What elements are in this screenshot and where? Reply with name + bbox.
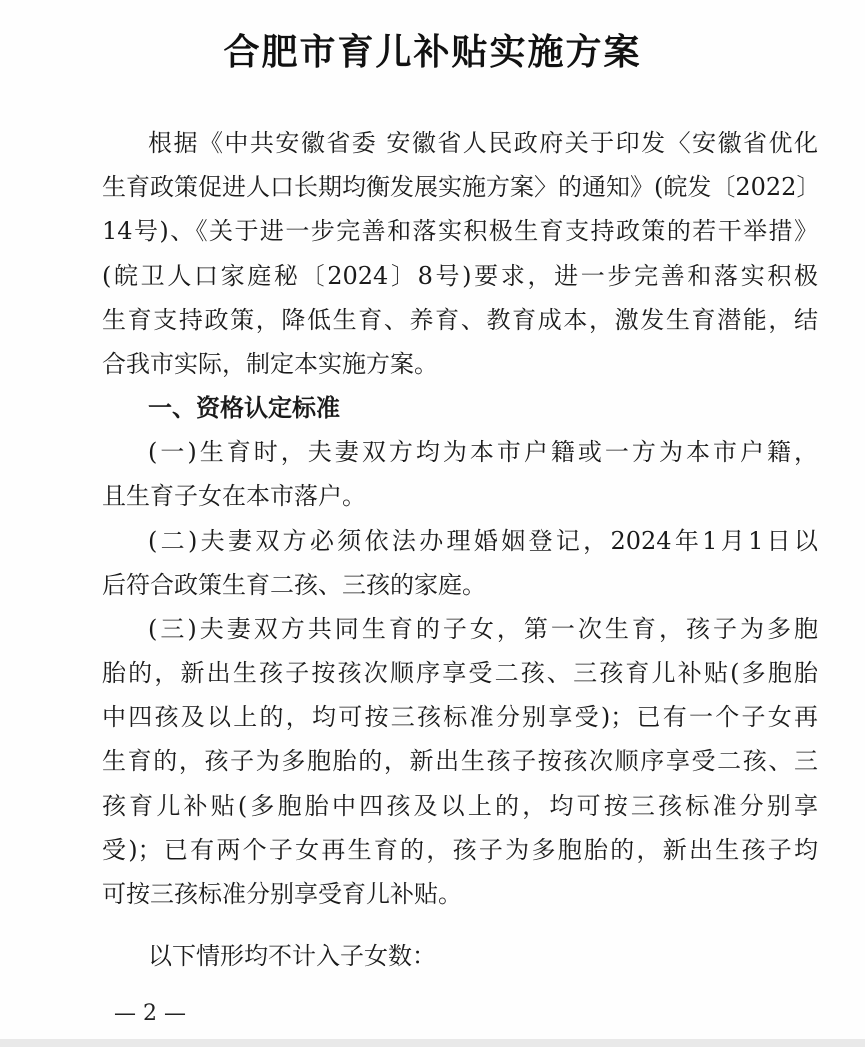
item2-line-1: (二)夫妻双方必须依法办理婚姻登记，2024年1月1日以 — [148, 527, 818, 555]
page-number: — 2 — — [114, 1001, 186, 1026]
item3-line-7: 可按三孩标准分别享受育儿补贴。 — [102, 880, 462, 908]
item1-line-1: (一)生育时，夫妻双方均为本市户籍或一方为本市户籍， — [148, 438, 818, 466]
intro-line-6: 合我市实际，制定本实施方案。 — [102, 350, 438, 378]
intro-line-2: 生育政策促进人口长期均衡发展实施方案〉的通知》(皖发〔2022〕 — [102, 173, 821, 201]
item3-line-5: 孩育儿补贴(多胞胎中四孩及以上的，均可按三孩标准分别享 — [102, 792, 818, 820]
exclusion-intro: 以下情形均不计入子女数： — [148, 942, 436, 970]
intro-line-4: (皖卫人口家庭秘〔2024〕8号)要求，进一步完善和落实积极 — [102, 262, 818, 290]
item3-line-6: 受)；已有两个子女再生育的，孩子为多胞胎的，新出生孩子均 — [102, 836, 818, 864]
item3-line-2: 胎的，新出生孩子按孩次顺序享受二孩、三孩育儿补贴(多胞胎 — [102, 659, 818, 687]
section-heading: 一、资格认定标准 — [148, 394, 340, 422]
item1-line-2: 且生育子女在本市落户。 — [102, 482, 366, 510]
page-bottom-edge — [0, 1039, 865, 1047]
item3-line-3: 中四孩及以上的，均可按三孩标准分别享受)；已有一个子女再 — [102, 703, 818, 731]
intro-line-5: 生育支持政策，降低生育、养育、教育成本，激发生育潜能，结 — [102, 306, 818, 334]
intro-line-1: 根据《中共安徽省委 安徽省人民政府关于印发〈安徽省优化 — [148, 129, 818, 157]
item3-line-1: (三)夫妻双方共同生育的子女，第一次生育，孩子为多胞 — [148, 615, 818, 643]
page-title: 合肥市育儿补贴实施方案 — [223, 32, 642, 73]
item3-line-4: 生育的，孩子为多胞胎的，新出生孩子按孩次顺序享受二孩、三 — [102, 747, 818, 775]
item2-line-2: 后符合政策生育二孩、三孩的家庭。 — [102, 571, 486, 599]
intro-line-3: 14号)、《关于进一步完善和落实积极生育支持政策的若干举措》 — [102, 217, 818, 245]
